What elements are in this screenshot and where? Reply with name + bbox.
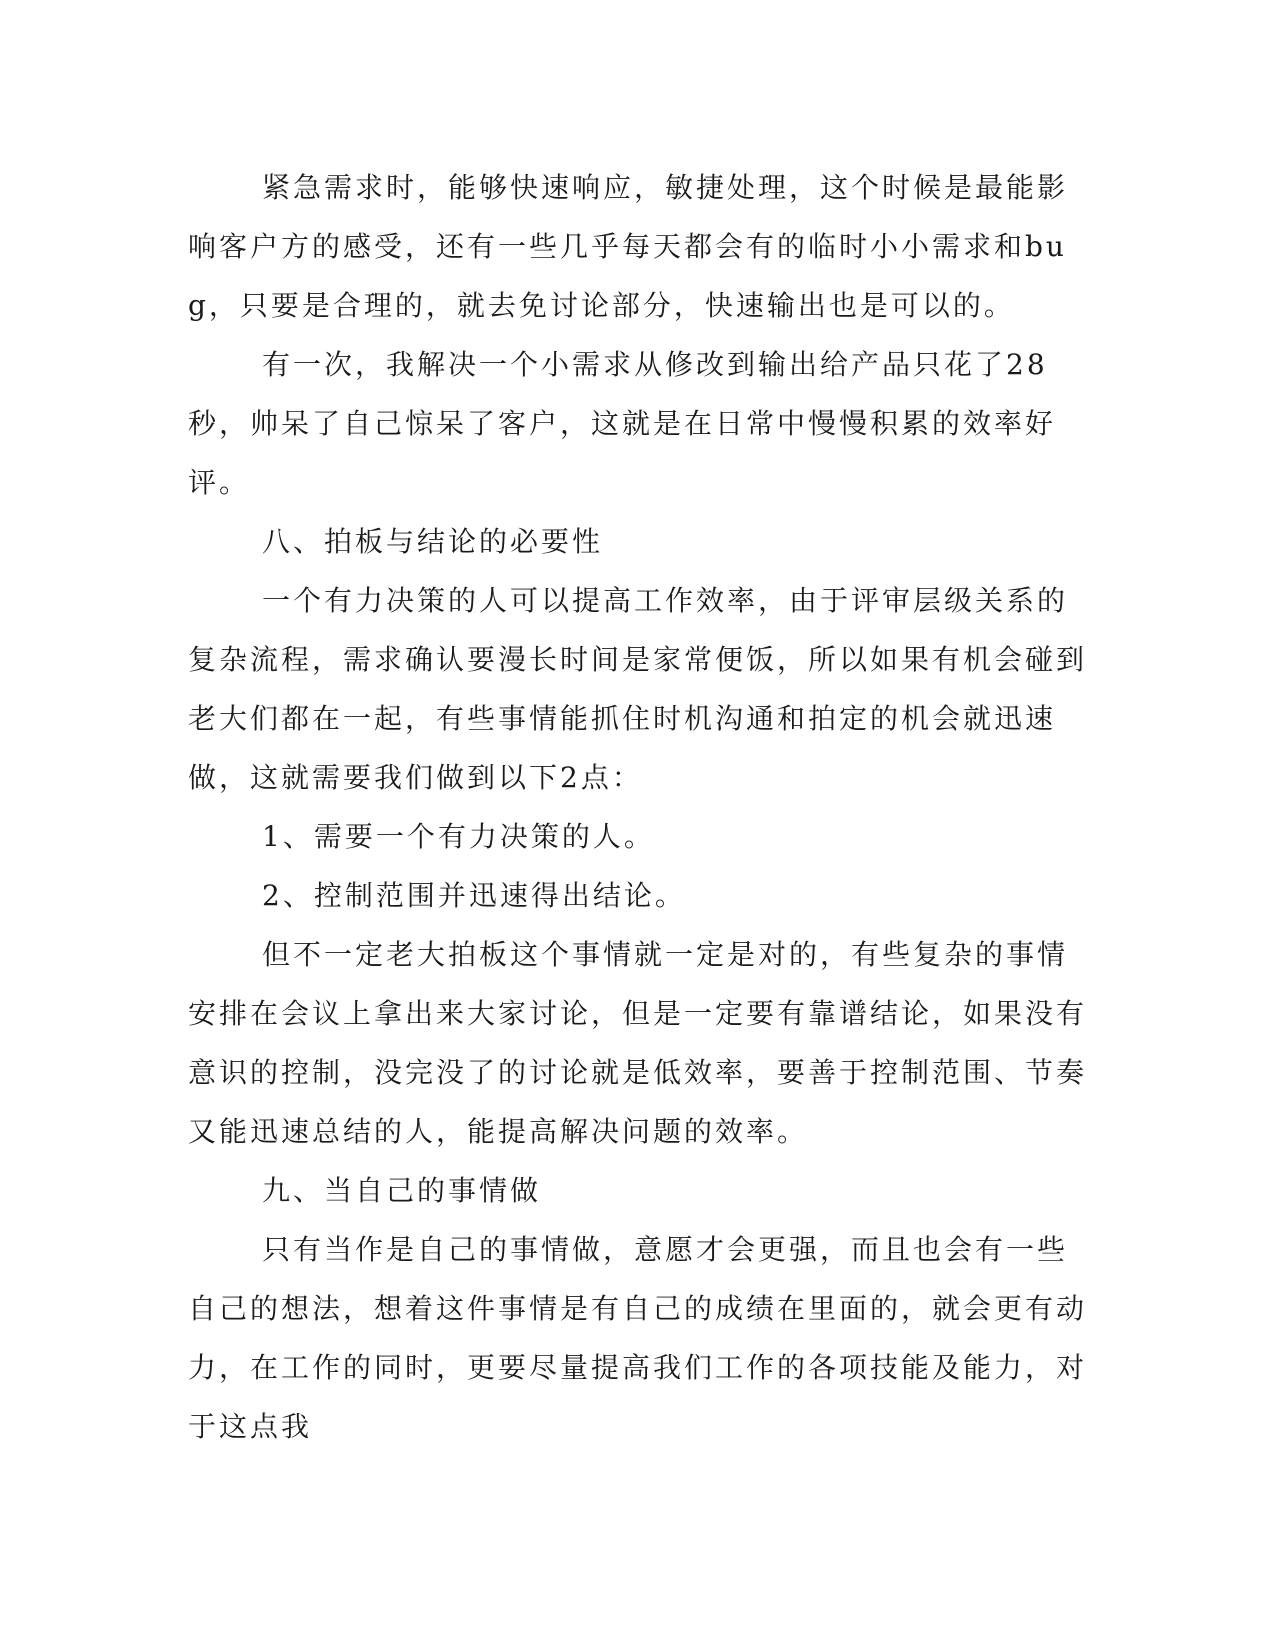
paragraph-meeting-conclusions: 但不一定老大拍板这个事情就一定是对的，有些复杂的事情安排在会议上拿出来大家讨论，但是一定要有靠谱结论，如果没有意识的控制，没完没了的讨论就是低效率，要善于控制范围、节奏又能迅速总结的人，能提高解决问题的效率。 [188,938,1088,1148]
section-heading-9: 九、当自己的事情做 [262,1174,542,1207]
document-body [188,158,1088,1456]
paragraph-28-seconds-example: 有一次，我解决一个小需求从修改到输出给产品只花了28秒，帅呆了自己惊呆了客户，这就是在日常中慢慢积累的效率好评。 [188,348,1057,499]
paragraph-decision-maker: 一个有力决策的人可以提高工作效率，由于评审层级关系的复杂流程，需求确认要漫长时间是家常便饭，所以如果有机会碰到老大们都在一起，有些事情能抓住时机沟通和拍定的机会就迅速做，这就需要我们做到以下2点： [188,584,1088,794]
list-item-2: 2、控制范围并迅速得出结论。 [262,879,686,912]
section-heading-8: 八、拍板与结论的必要性 [262,525,604,558]
paragraph-urgent-requests: 紧急需求时，能够快速响应，敏捷处理，这个时候是最能影响客户方的感受，还有一些几乎每天都会有的临时小小需求和bug，只要是合理的，就去免讨论部分，快速输出也是可以的。 [188,171,1069,322]
list-item-1: 1、需要一个有力决策的人。 [262,820,655,853]
paragraph-own-work: 只有当作是自己的事情做，意愿才会更强，而且也会有一些自己的想法，想着这件事情是有自己的成绩在里面的，就会更有动力，在工作的同时，更要尽量提高我们工作的各项技能及能力，对于这点我 [188,1233,1088,1443]
